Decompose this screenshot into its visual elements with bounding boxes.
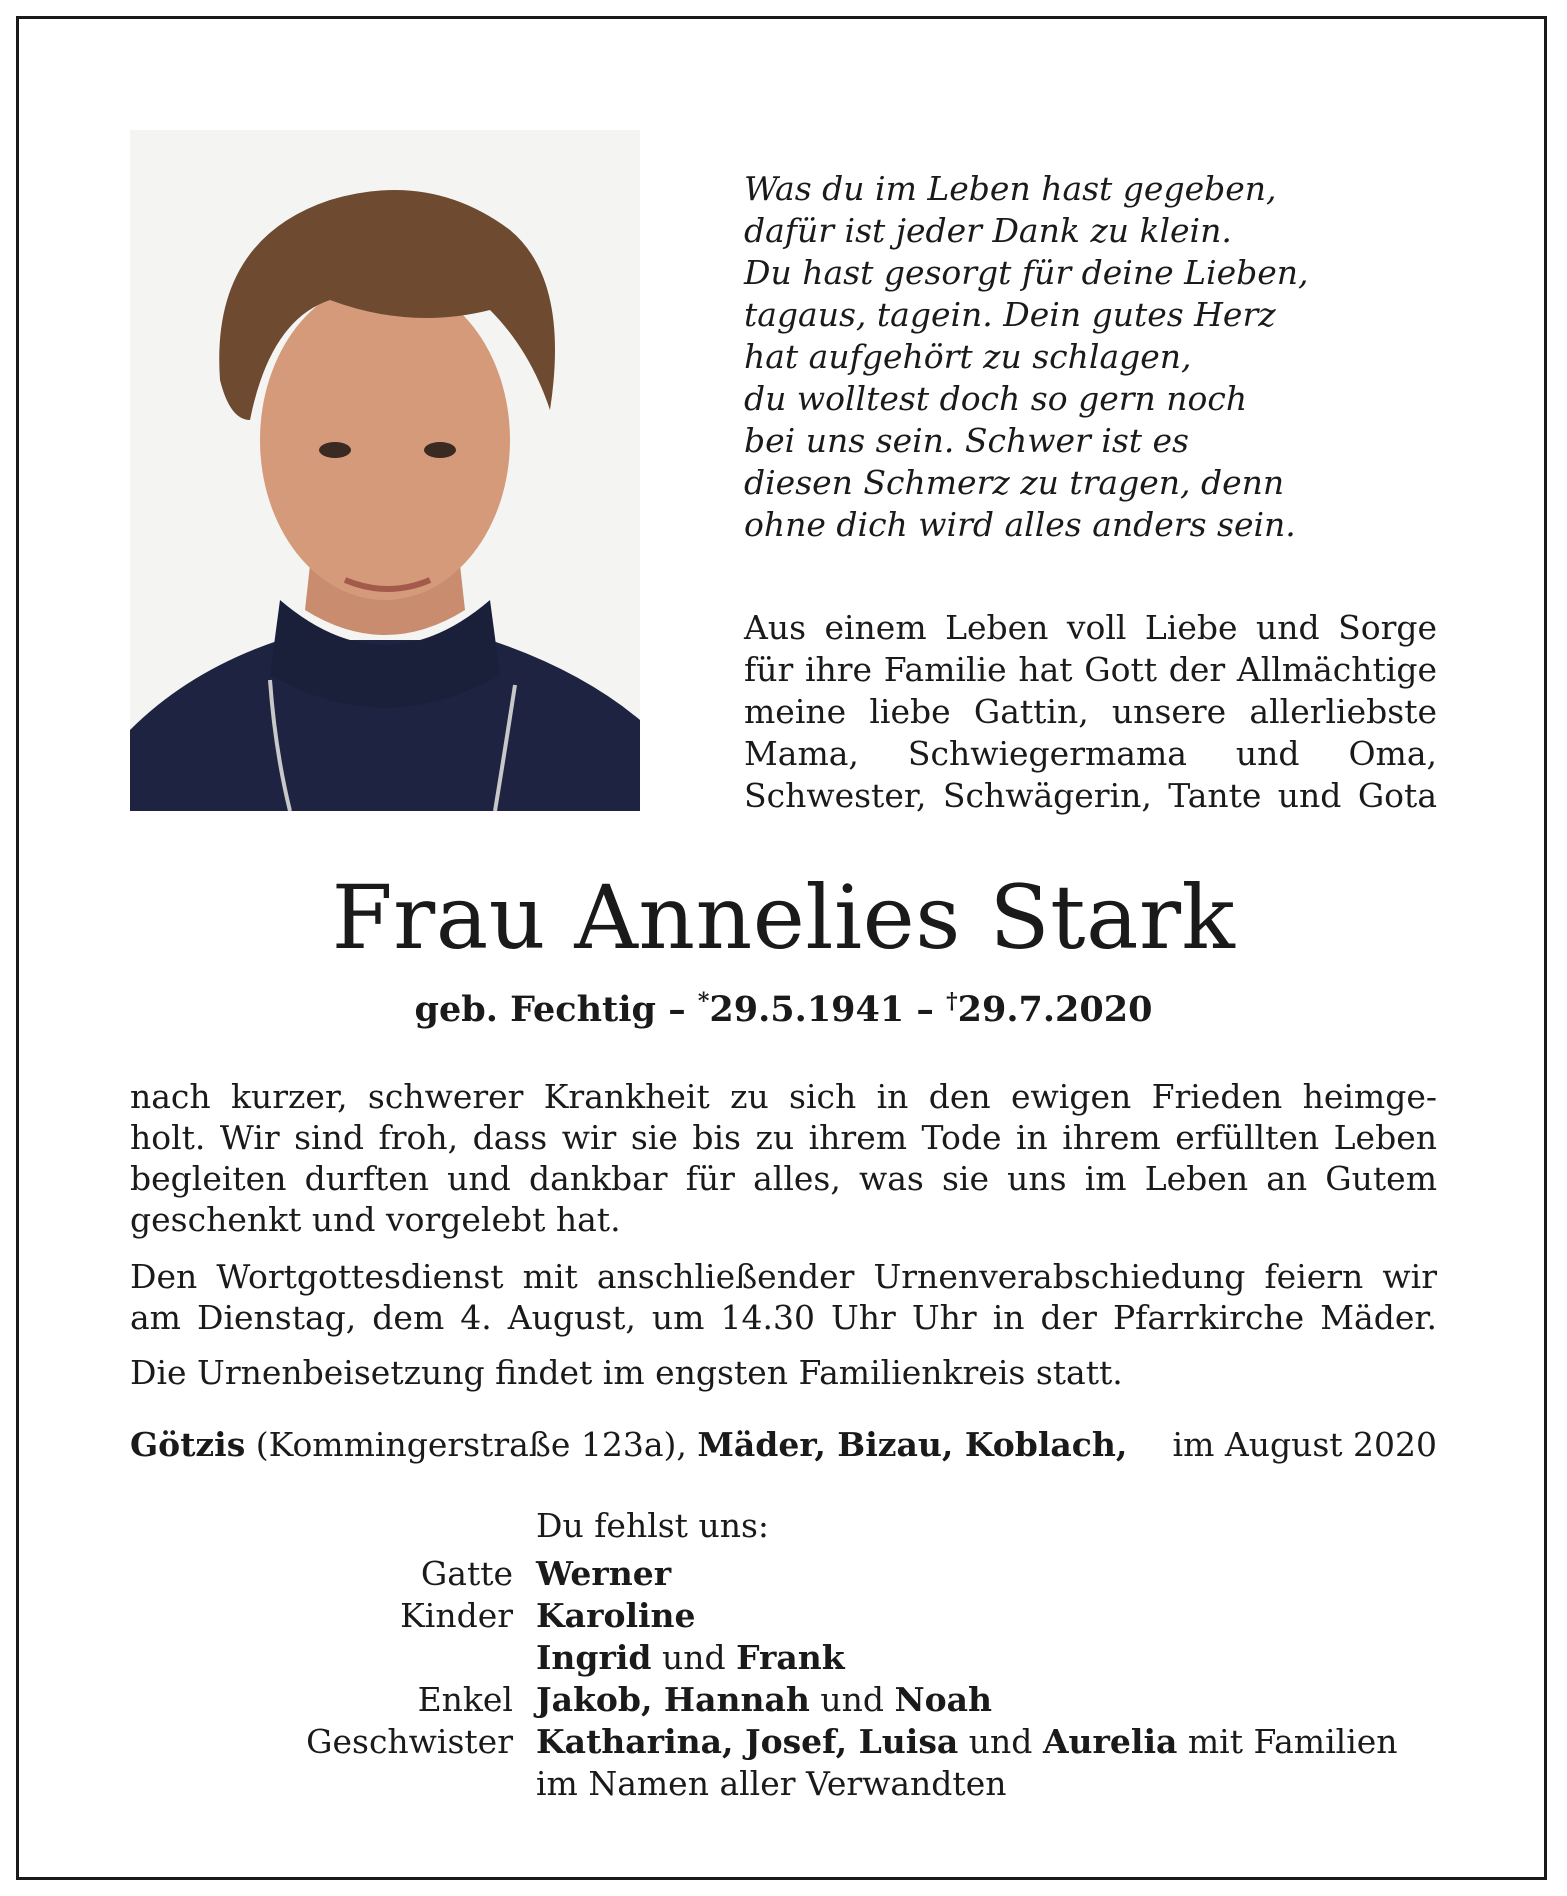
separator: – bbox=[668, 989, 686, 1030]
paragraph-line: Den Wortgottesdienst mit anschließender Urnenverabschiedung feiern wir bbox=[130, 1257, 1437, 1296]
relatives-note: im Namen aller Verwandten bbox=[536, 1764, 1007, 1803]
death-date: 29.7.2020 bbox=[957, 989, 1153, 1030]
memorial-poem bbox=[744, 168, 1444, 546]
family-names: Werner bbox=[536, 1554, 672, 1593]
family-row bbox=[0, 1637, 1567, 1679]
deceased-name: Frau Annelies Stark bbox=[331, 866, 1236, 969]
paragraph-line: geschenkt und vorgelebt hat. bbox=[130, 1200, 621, 1239]
intro-line: für ihre Familie hat Gott der Allmächtige bbox=[744, 650, 1437, 689]
poem-line: Du hast gesorgt für deine Lieben, bbox=[744, 253, 1309, 292]
family-row bbox=[0, 1679, 1567, 1721]
family-row bbox=[0, 1595, 1567, 1637]
family-names: Frank bbox=[736, 1638, 845, 1677]
paragraph-line: nach kurzer, schwerer Krankheit zu sich in den ewigen Frieden heimge- bbox=[130, 1077, 1437, 1116]
relation-label: Gatte bbox=[420, 1554, 513, 1593]
portrait-photo bbox=[130, 130, 640, 811]
poem-line: hat aufgehört zu schlagen, bbox=[744, 337, 1192, 376]
missing-label: Du fehlst uns: bbox=[536, 1506, 769, 1545]
poem-line: dafür ist jeder Dank zu klein. bbox=[744, 211, 1232, 250]
paragraph-service bbox=[130, 1256, 1437, 1338]
intro-line: Mama, Schwiegermama und Oma, bbox=[744, 734, 1437, 773]
family-names: Ingrid bbox=[536, 1638, 652, 1677]
other-towns: Mäder, Bizau, Koblach, bbox=[697, 1425, 1128, 1464]
paragraph-line: am Dienstag, dem 4. August, um 14.30 Uhr Uhr in der Pfarrkirche Mäder. bbox=[130, 1298, 1437, 1337]
family-row bbox=[0, 1763, 1567, 1805]
family-row bbox=[0, 1721, 1567, 1763]
family-list bbox=[0, 1553, 1567, 1805]
family-names: Jakob, Hannah bbox=[536, 1680, 810, 1719]
family-row bbox=[0, 1553, 1567, 1595]
poem-line: ohne dich wird alles anders sein. bbox=[744, 505, 1296, 544]
birth-date: 29.5.1941 bbox=[709, 989, 905, 1030]
poem-line: diesen Schmerz zu tragen, denn bbox=[744, 463, 1285, 502]
poem-line: du wolltest doch so gern noch bbox=[744, 379, 1248, 418]
town: Götzis bbox=[130, 1425, 246, 1464]
relation-label: Enkel bbox=[417, 1680, 513, 1719]
family-names: Noah bbox=[894, 1680, 993, 1719]
paragraph-line: begleiten durften und dankbar für alles, was sie uns im Leben an Gutem bbox=[130, 1159, 1437, 1198]
family-names: Karoline bbox=[536, 1596, 696, 1635]
family-names: Katharina, Josef, Luisa bbox=[536, 1722, 959, 1761]
address: (Kommingerstraße 123a), bbox=[255, 1425, 687, 1464]
intro-text bbox=[744, 607, 1437, 817]
poem-line: Was du im Leben hast gegeben, bbox=[744, 169, 1277, 208]
notice-date: im August 2020 bbox=[1172, 1425, 1437, 1464]
conjunction: und bbox=[968, 1722, 1033, 1761]
paragraph-death bbox=[130, 1076, 1437, 1240]
paragraph-burial bbox=[130, 1352, 1437, 1393]
conjunction: und bbox=[662, 1638, 726, 1677]
with-families: mit Familien bbox=[1187, 1722, 1398, 1761]
poem-line: bei uns sein. Schwer ist es bbox=[744, 421, 1189, 460]
separator: – bbox=[916, 989, 934, 1030]
family-names: Aurelia bbox=[1042, 1722, 1178, 1761]
place-and-date bbox=[130, 1424, 1437, 1466]
paragraph-line: Die Urnenbeisetzung findet im engsten Familienkreis statt. bbox=[130, 1353, 1123, 1392]
relation-label: Geschwister bbox=[306, 1722, 513, 1761]
paragraph-line: holt. Wir sind froh, dass wir sie bis zu ihrem Tode in ihrem erfüllten Leben bbox=[130, 1118, 1437, 1157]
maiden-name: geb. Fechtig bbox=[414, 989, 656, 1030]
intro-line: Schwester, Schwägerin, Tante und Gota bbox=[744, 776, 1437, 815]
conjunction: und bbox=[820, 1680, 884, 1719]
intro-line: Aus einem Leben voll Liebe und Sorge bbox=[744, 608, 1437, 647]
poem-line: tagaus, tagein. Dein gutes Herz bbox=[744, 295, 1276, 334]
death-symbol: † bbox=[946, 988, 958, 1015]
birth-symbol: * bbox=[697, 988, 710, 1015]
intro-line: meine liebe Gattin, unsere allerliebste bbox=[744, 692, 1437, 731]
relation-label: Kinder bbox=[400, 1596, 513, 1635]
portrait-illustration bbox=[130, 130, 640, 811]
life-dates bbox=[0, 987, 1567, 1033]
